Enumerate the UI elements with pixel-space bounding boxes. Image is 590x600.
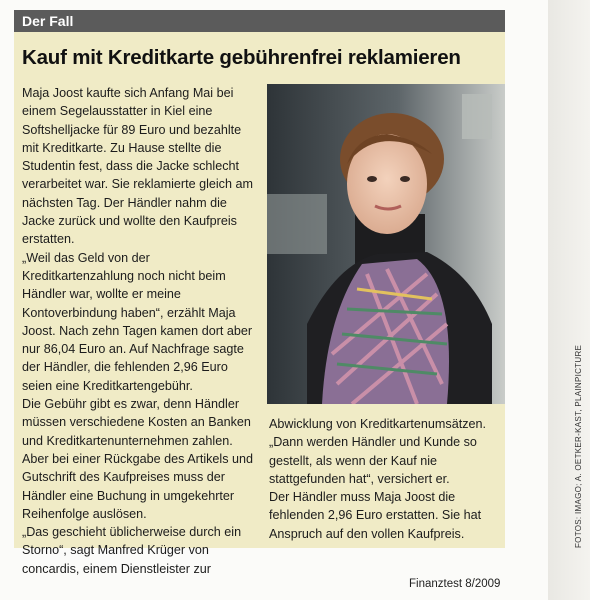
paragraph: Maja Joost kaufte sich Anfang Mai bei einem Segelausstatter in Kiel eine Softshelljacke für 89 Euro und bezahlte mit Kreditkarte. Zu Hause stellte die Studentin fest, dass die Jacke schlecht verarbeitet war. Sie reklamierte gleich am nächsten Tag. Der Händler nahm die Jacke zurück und wollte den Kaufpreis erstatten. bbox=[22, 86, 253, 247]
footer-source: Finanztest 8/2009 bbox=[409, 578, 501, 590]
section-header-bar bbox=[14, 10, 505, 32]
section-label: Der Fall bbox=[22, 13, 74, 29]
photo-credit: FOTOS: IMAGO; A. OETKER-KAST, PLAINPICTURE bbox=[574, 344, 583, 548]
portrait-illustration bbox=[267, 84, 505, 404]
paragraph: Abwicklung von Kreditkartenumsätzen. „Dann werden Händler und Kunde so gestellt, als wenn der Kauf nie stattgefunden hat“, versichert er. bbox=[269, 417, 487, 486]
article-title: Kauf mit Kreditkarte gebührenfrei reklamieren bbox=[22, 46, 461, 69]
paragraph: „Das geschieht üblicherweise durch ein Storno“, sagt Manfred Krüger von concardis, einem Dienstleister zur bbox=[22, 525, 242, 576]
article-column-left bbox=[22, 84, 260, 578]
paragraph: Der Händler muss Maja Joost die fehlenden 2,96 Euro erstatten. Sie hat Anspruch auf den vollen Kaufpreis. bbox=[269, 490, 482, 541]
portrait-photo bbox=[267, 84, 505, 404]
article-box bbox=[14, 10, 505, 576]
article-column-right bbox=[269, 415, 501, 543]
page-fold bbox=[548, 0, 590, 600]
paragraph: Die Gebühr gibt es zwar, denn Händler müssen verschiedene Kosten an Banken und Kreditkartenunternehmen zahlen. Aber bei einer Rückgabe des Artikels und Gutschrift des Kaufpreises muss der Händler eine Buchung in umgekehrter Reihenfolge auslösen. bbox=[22, 397, 254, 521]
paragraph: „Weil das Geld von der Kreditkartenzahlung noch nicht beim Händler war, wollte er meine Kontoverbindung haben“, erzählt Maja Joost. Nach zehn Tagen kamen dort aber nur 86,04 Euro an. Auf Nachfrage sagte der Händler, die fehlenden 2,96 Euro seien eine Kreditkartengebühr. bbox=[22, 250, 253, 393]
